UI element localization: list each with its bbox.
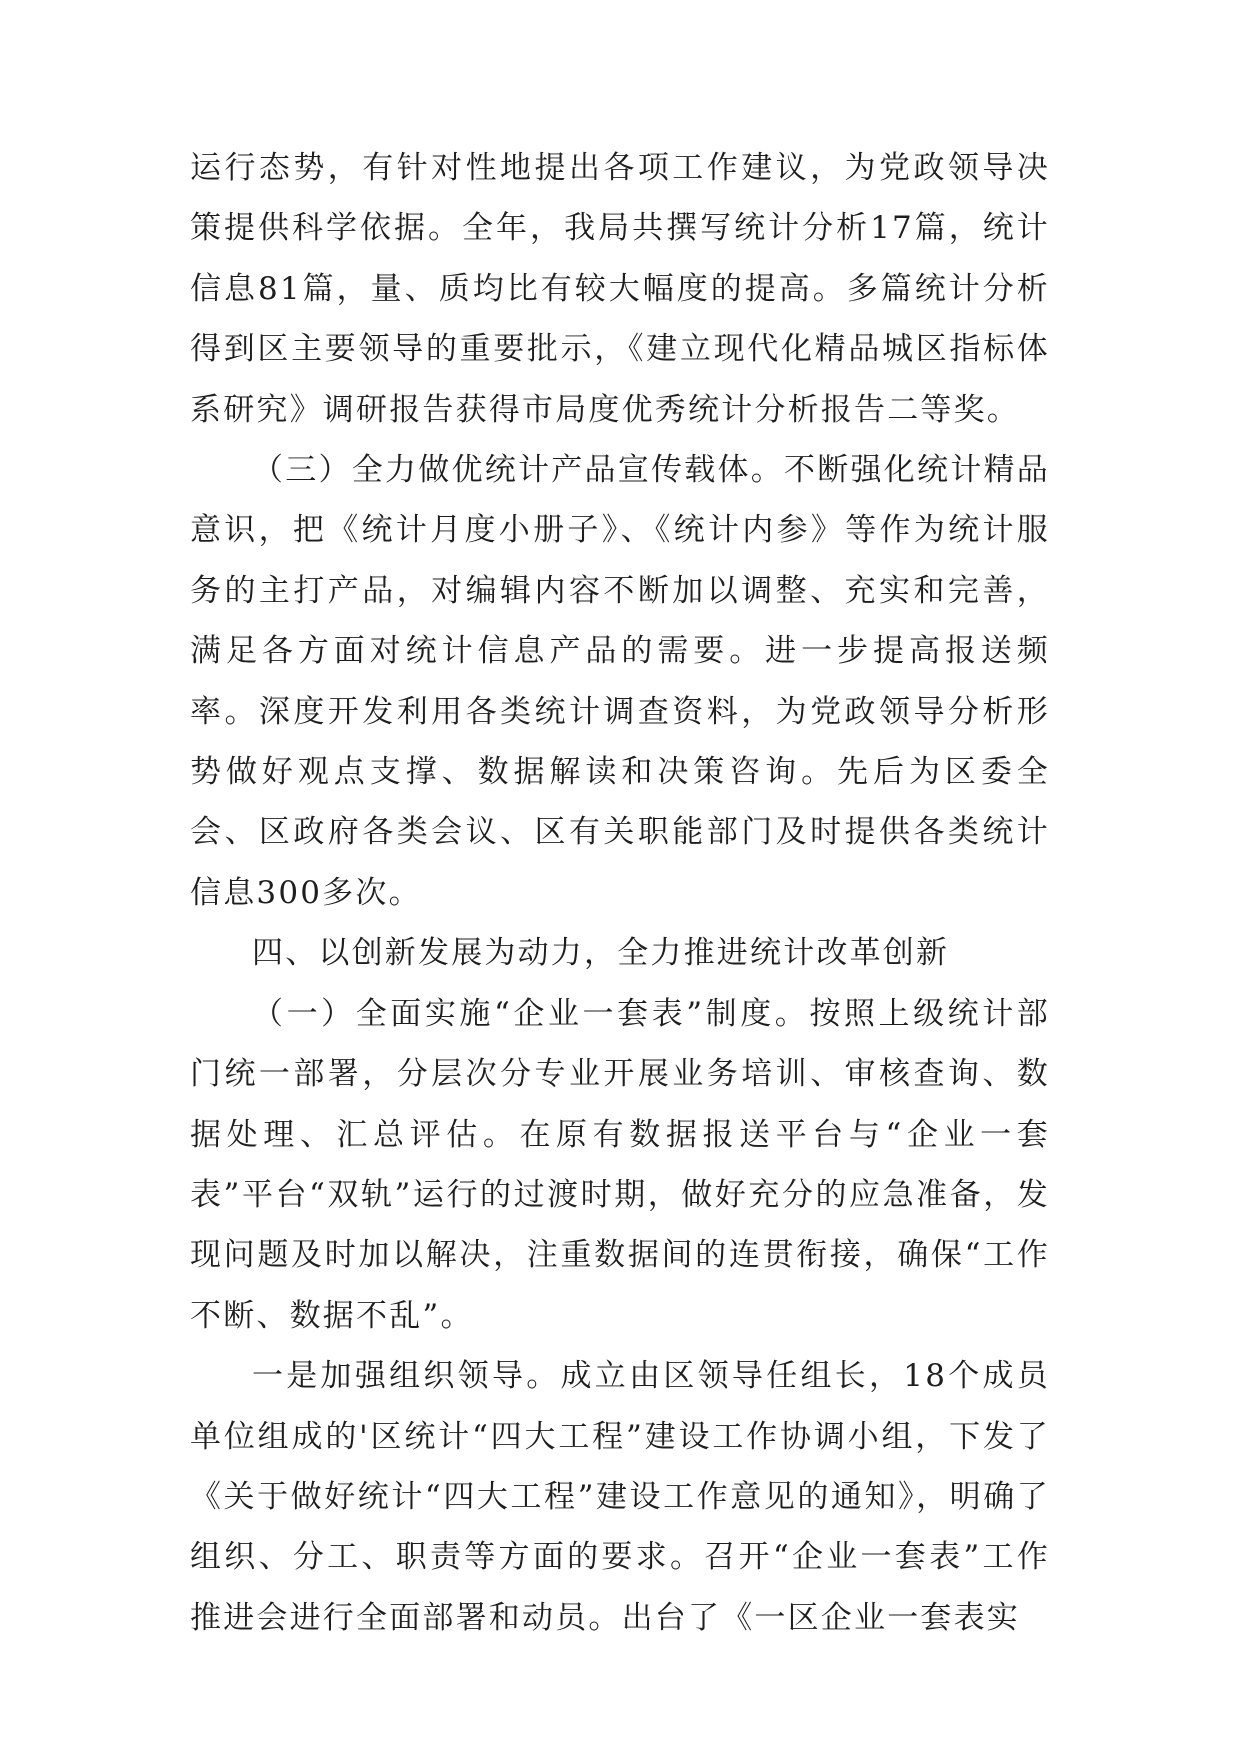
paragraph-2: （三）全力做优统计产品宣传载体。不断强化统计精品意识，把《统计月度小册子》、《统计内参》等作为统计服务的主打产品，对编辑内容不断加以调整、充实和完善，满足各方面对统计信息产品的需要。进一步提高报送频率。深度开发利用各类统计调查资料，为党政领导分析形势做好观点支撑、数据解读和决策咨询。先后为区委全会、区政府各类会议、区有关职能部门及时提供各类统计信息300多次。: [190, 452, 1050, 911]
paragraph-4: 一是加强组织领导。成立由区领导任组长，18个成员单位组成的'区统计“四大工程”建设工作协调小组，下发了《关于做好统计“四大工程”建设工作意见的通知》，明确了组织、分工、职责等方面的要求。召开“企业一套表”工作推进会进行全面部署和动员。出台了《一区企业一套表实: [190, 1358, 1050, 1636]
paragraph-1: 运行态势，有针对性地提出各项工作建议，为党政领导决策提供科学依据。全年，我局共撰写统计分析17篇，统计信息81篇，量、质均比有较大幅度的提高。多篇统计分析得到区主要领导的重要批示，《建立现代化精品城区指标体系研究》调研报告获得市局度优秀统计分析报告二等奖。: [190, 150, 1050, 428]
section-heading: 四、以创新发展为动力，全力推进统计改革创新: [252, 935, 950, 972]
paragraph-3: （一）全面实施“企业一套表”制度。按照上级统计部门统一部署，分层次分专业开展业务培训、审核查询、数据处理、汇总评估。在原有数据报送平台与“企业一套表”平台“双轨”运行的过渡时期，做好充分的应急准备，发现问题及时加以解决，注重数据间的连贯衔接，确保“工作不断、数据不乱”。: [190, 995, 1050, 1334]
document-body: [190, 138, 1050, 1648]
